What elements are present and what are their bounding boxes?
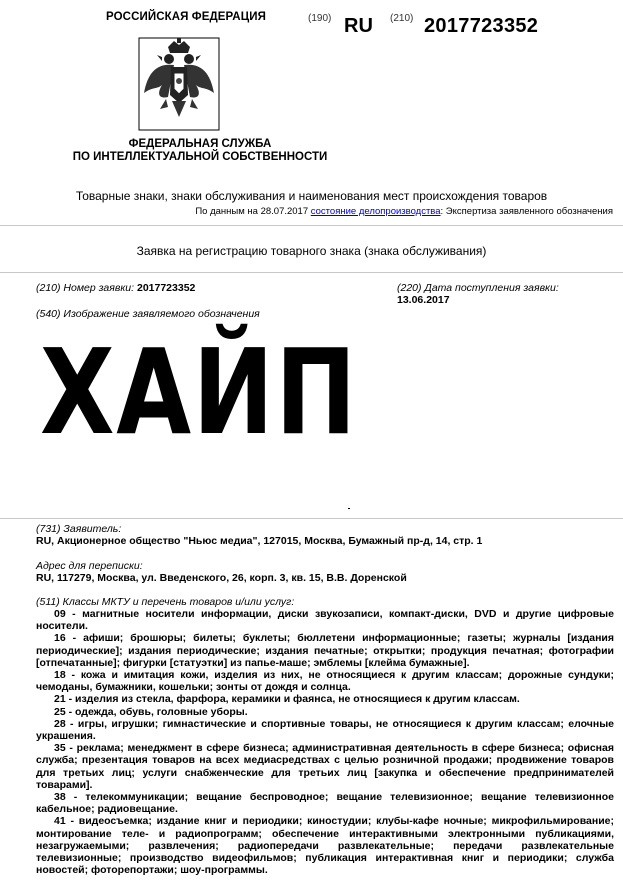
divider (0, 272, 623, 273)
goods-item-09: 09 - магнитные носители информации, диски звукозаписи, компакт-диски, DVD и другие цифровые носители. (36, 608, 614, 633)
applicant-value: RU, Акционерное общество "Ньюс медиа", 127015, Москва, Бумажный пр-д, 14, стр. 1 (36, 535, 483, 548)
applicant-block (36, 523, 614, 547)
filing-date-value: 13.06.2017 (397, 294, 450, 306)
country-code: RU (344, 15, 373, 37)
agency-line-2: ПО ИНТЕЛЛЕКТУАЛЬНОЙ СОБСТВЕННОСТИ (72, 151, 328, 163)
goods-item-41: 41 - видеосъемка; издание книг и периодики; киностудии; клубы-кафе ночные; микрофильмирование; монтирование теле- и радиопрограмм; обеспечение интерактивными электронными публикациями, незагружаемыми; развлечения; радиопередачи развлекательные; передачи развлекательные телевизионные; производство видеофильмов; публикация интерактивная книг и периодики; служба новостей; фоторепортажи; шоу-программы. (36, 815, 614, 877)
goods-item-21: 21 - изделия из стекла, фарфора, керамики и фаянса, не относящиеся к другим классам. (54, 693, 520, 706)
country-name: РОССИЙСКАЯ ФЕДЕРАЦИЯ (106, 11, 266, 23)
application-title: Заявка на регистрацию товарного знака (знака обслуживания) (136, 244, 487, 258)
goods-item-38: 38 - телекоммуникации; вещание беспроводное; вещание телевизионное; вещание телевизионное кабельное; радиовещание. (36, 791, 614, 816)
application-number (36, 282, 195, 294)
goods-item-25: 25 - одежда, обувь, головные уборы. (54, 705, 248, 718)
image-label: (540) Изображение заявляемого обозначения (36, 308, 260, 320)
agency-name (40, 138, 360, 164)
classes-label: (511) Классы МКТУ и перечень товаров и/или услуг: (36, 596, 295, 608)
status-suffix: : Экспертиза заявленного обозначения (440, 206, 613, 217)
address-value: RU, 117279, Москва, ул. Введенского, 26, корп. 3, кв. 15, В.В. Доренской (36, 572, 407, 585)
applicant-label: (731) Заявитель: (36, 523, 122, 535)
document-number: 2017723352 (424, 15, 539, 37)
goods-item-18: 18 - кожа и имитация кожи, изделия из них, не относящиеся к другим классам; дорожные сундуки; чемоданы, бумажники, кошельки; зонты от дождя и солнца. (36, 669, 614, 694)
filing-date (397, 282, 559, 306)
goods-item-28: 28 - игры, игрушки; гимнастические и спортивные товары, не относящиеся к другим классам; елочные украшения. (36, 717, 614, 743)
document-title: Товарные знаки, знаки обслуживания и наименования мест происхождения товаров (75, 189, 548, 203)
status-link[interactable]: состояние делопроизводства (310, 206, 441, 217)
goods-list (36, 608, 614, 876)
image-marker (348, 508, 350, 509)
goods-item-16: 16 - афиши; брошюры; билеты; буклеты; бюллетени информационные; газеты; журналы [издания периодические]; издания периодические; издания печатные; открытки; продукция печатная; фотографии [отпечатанные]; фигурки [статуэтки] из папье-маше; эмблемы [клейма бумажные]. (36, 632, 614, 669)
status-prefix: По данным на 28.07.2017 (195, 206, 309, 217)
app-number-label: (210) Номер заявки: (36, 282, 135, 294)
inid-code-210: (210) (390, 13, 414, 24)
app-number-value: 2017723352 (136, 282, 196, 294)
divider (0, 225, 623, 226)
status-line (195, 206, 613, 217)
inid-code-190: (190) (308, 13, 332, 24)
filing-date-label: (220) Дата поступления заявки: (397, 282, 559, 294)
address-label: Адрес для переписки: (36, 560, 143, 572)
trademark-image: ХАЙП (40, 323, 359, 461)
coat-of-arms-icon (138, 37, 220, 131)
address-block (36, 560, 614, 584)
divider (0, 518, 623, 519)
agency-line-1: ФЕДЕРАЛЬНАЯ СЛУЖБА (128, 138, 272, 150)
goods-item-35: 35 - реклама; менеджмент в сфере бизнеса; административная деятельность в сфере бизнеса; офисная служба; презентация товаров на всех медиасредствах с целью розничной продажи; продвижение товаров для третьих лиц; услуги снабженческие для третьих лиц [закупка и обеспечение предпринимателей товарами]. (36, 742, 614, 791)
